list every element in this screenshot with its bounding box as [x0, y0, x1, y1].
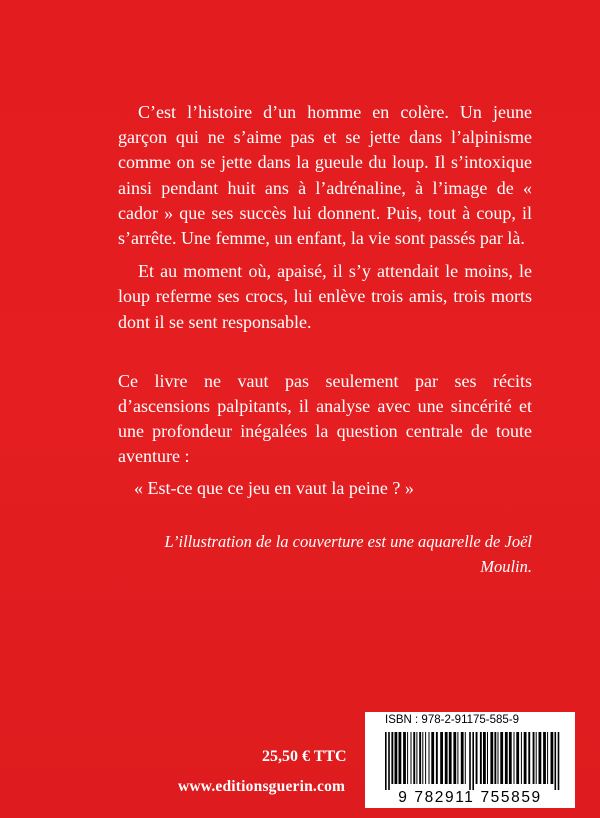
barcode-icon — [379, 732, 565, 790]
blurb-paragraph-3: Ce livre ne vaut pas seulement par ses récits d’ascensions palpitants, il analyse avec une sincérité et une profondeur inégalées la question centrale de toute aventure : — [118, 370, 532, 467]
blurb-quote: « Est-ce que ce jeu en vaut la peine ? » — [134, 477, 414, 498]
price-label: 25,50 € TTC — [262, 748, 347, 765]
blurb-paragraph-2: Et au moment où, apaisé, il s’y attendait le moins, le loup referme ses crocs, lui enlève trois amis, trois morts dont il se sent responsable. — [118, 261, 532, 332]
blurb-text — [118, 100, 532, 579]
isbn-label: ISBN : 978-2-91175-585-9 — [385, 714, 520, 726]
illustration-credit: L’illustration de la couverture est une aquarelle de Joël Moulin. — [164, 531, 532, 577]
blurb-paragraph-1: C’est l’histoire d’un homme en colère. Un jeune garçon qui ne s’aime pas et se jette dans l’alpinisme comme on se jette dans la gueule du loup. Il s’intoxique ainsi pendant huit ans à l’adrénaline, à l’image de « cador » que ses succès lui donnent. Puis, tout à coup, il s’arrête. Une femme, un enfant, la vie sont passés par là. — [118, 102, 532, 249]
isbn-barcode-block — [365, 712, 575, 808]
publisher-website: www.editionsguerin.com — [178, 778, 346, 795]
ean-digits: 9 782911 755859 — [398, 789, 542, 806]
